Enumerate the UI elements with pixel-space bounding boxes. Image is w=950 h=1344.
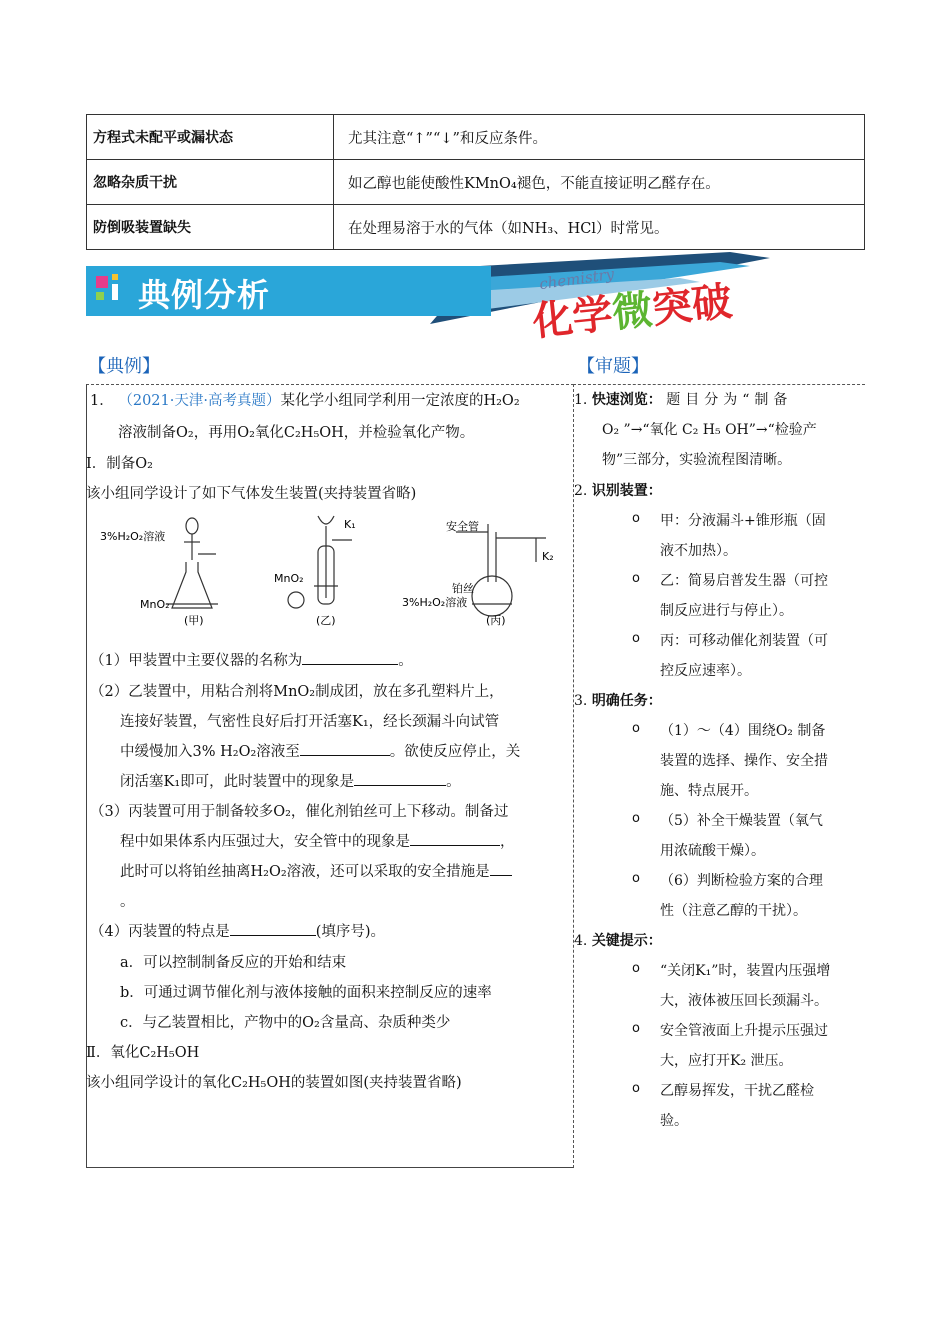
- review-text: 丙：可移动催化剂装置（可: [660, 633, 828, 649]
- logo-part: 突破: [649, 278, 735, 333]
- logo-english: chemistry: [538, 264, 616, 294]
- q3-text: ，: [500, 834, 515, 850]
- table-cell-label: 防倒吸装置缺失: [87, 205, 334, 250]
- review-item-4: [574, 930, 662, 950]
- review-text: 甲：分液漏斗+锥形瓶（固: [660, 513, 826, 529]
- figure-label: 安全管: [446, 520, 479, 533]
- banner-title: 典例分析: [138, 276, 271, 314]
- q4-text: （4）丙装置的特点是: [90, 924, 230, 940]
- figure-label: 3%H₂O₂溶液: [402, 596, 468, 609]
- bullet-icon: o: [632, 571, 640, 586]
- q3-text: 此时可以将铂丝抽离H₂O₂溶液，还可以采取的安全措施是: [120, 864, 490, 880]
- part-title: Ⅱ．氧化C₂H₅OH: [86, 1045, 200, 1061]
- question-source: （2021·天津·高考真题）: [118, 393, 281, 409]
- bullet-icon: o: [632, 631, 640, 646]
- example-header: 【典例】: [88, 356, 160, 377]
- bullet-icon: o: [632, 1081, 640, 1096]
- review-text: 大，液体被压回长颈漏斗。: [660, 993, 828, 1009]
- review-item-3: [574, 690, 662, 710]
- figure-label: MnO₂: [274, 572, 304, 585]
- q2-text: 中缓慢加入3% H₂O₂溶液至: [120, 744, 300, 760]
- question-4: [90, 920, 385, 941]
- review-text: O₂ ”→“氧化 C₂ H₅ OH”→“检验产: [602, 422, 817, 438]
- part-title: Ⅰ．制备O₂: [86, 456, 153, 472]
- item-title: 快速浏览：: [591, 392, 662, 408]
- figure-label: 3%H₂O₂溶液: [100, 530, 166, 543]
- review-header: 【审题】: [577, 356, 649, 377]
- option-c: c．与乙装置相比，产物中的O₂含量高、杂质种类少: [120, 1015, 451, 1031]
- option-a: a．可以控制制备反应的开始和结束: [120, 955, 347, 971]
- review-text: （5）补全干燥装置（氧气: [660, 813, 823, 829]
- question-number: 1．: [90, 393, 114, 409]
- question-1: [90, 649, 413, 670]
- q4-text: (填序号)。: [315, 924, 386, 940]
- figure-caption: (丙): [486, 614, 506, 627]
- item-number: 3.: [574, 693, 588, 709]
- figure-label: 铂丝: [452, 582, 474, 595]
- figure-caption: (乙): [316, 614, 336, 627]
- table-cell-label: 忽略杂质干扰: [87, 160, 334, 205]
- review-text: 装置的选择、操作、安全措: [660, 753, 828, 769]
- table-row: [87, 205, 865, 250]
- question-2-line: [120, 770, 461, 791]
- part-description: 该小组同学设计的氧化C₂H₅OH的装置如图(夹持装置省略): [86, 1075, 462, 1091]
- figure-label: K₁: [344, 518, 356, 531]
- question-line: [90, 389, 520, 410]
- figure-label: MnO₂: [140, 598, 170, 611]
- question-3-line: （3）丙装置可用于制备较多O₂，催化剂铂丝可上下移动。制备过: [90, 804, 509, 820]
- review-text: 大，应打开K₂ 泄压。: [660, 1053, 793, 1069]
- review-text: 液不加热）。: [660, 543, 737, 559]
- review-panel: [573, 384, 865, 385]
- review-text: （6）判断检验方案的合理: [660, 873, 823, 889]
- question-2-line: [120, 740, 520, 761]
- table-row: [87, 115, 865, 160]
- option-b: b．可通过调节催化剂与液体接触的面积来控制反应的速率: [120, 985, 492, 1001]
- answer-blank[interactable]: [410, 831, 500, 846]
- q3-text: 程中如果体系内压强过大，安全管中的现象是: [120, 834, 410, 850]
- bullet-icon: o: [632, 871, 640, 886]
- review-item-2: [574, 480, 662, 500]
- question-text: 溶液制备O₂，再用O₂氧化C₂H₅OH，并检验氧化产物。: [118, 425, 475, 441]
- item-number: 4.: [574, 933, 588, 949]
- review-text: 施、特点展开。: [660, 783, 758, 799]
- question-text: 某化学小组同学利用一定浓度的H₂O₂: [280, 393, 520, 409]
- q2-text: 。: [446, 774, 461, 790]
- review-text: 制反应进行与停止）。: [660, 603, 793, 619]
- item-number: 2.: [574, 483, 588, 499]
- table-cell-label: 方程式未配平或漏状态: [87, 115, 334, 160]
- part-description: 该小组同学设计了如下气体发生装置(夹持装置省略): [86, 486, 417, 502]
- banner-square-icon: [112, 284, 118, 300]
- review-text: 性（注意乙醇的干扰）。: [660, 903, 807, 919]
- section-banner: [86, 266, 491, 316]
- table-cell-desc: 如乙醇也能使酸性KMnO₄褪色，不能直接证明乙醛存在。: [334, 160, 865, 205]
- q2-text: 闭活塞K₁即可，此时装置中的现象是: [120, 774, 355, 790]
- item-title: 明确任务：: [591, 693, 662, 709]
- answer-blank[interactable]: [354, 771, 446, 786]
- item-title: 识别装置：: [591, 483, 662, 499]
- question-2-line: （2）乙装置中，用粘合剂将MnO₂制成团，放在多孔塑料片上，: [90, 684, 504, 700]
- table-row: [87, 160, 865, 205]
- item-text: 题目分为“制备: [666, 392, 793, 408]
- review-text: （1）～（4）围绕O₂ 制备: [660, 723, 826, 739]
- question-3-line: [120, 830, 515, 851]
- review-text: 验。: [660, 1113, 688, 1129]
- banner-square-icon: [112, 274, 118, 280]
- bullet-icon: o: [632, 961, 640, 976]
- item-title: 关键提示：: [591, 933, 662, 949]
- answer-blank[interactable]: [302, 650, 398, 665]
- banner-square-icon: [96, 292, 104, 300]
- answer-blank[interactable]: [230, 921, 316, 936]
- review-text: 乙：简易启普发生器（可控: [660, 573, 828, 589]
- figure-caption: (甲): [184, 614, 204, 627]
- answer-blank[interactable]: [490, 861, 512, 876]
- review-text: 乙醇易挥发，干扰乙醛检: [660, 1083, 814, 1099]
- item-number: 1.: [574, 392, 588, 408]
- figure-label: K₂: [542, 550, 554, 563]
- question-3-line: [120, 860, 512, 881]
- logo-part: 化学: [530, 291, 615, 346]
- review-text: “关闭K₁”时，装置内压强增: [660, 963, 831, 979]
- question-3-line: 。: [120, 894, 135, 910]
- question-2-line: 连接好装置，气密性良好后打开活塞K₁，经长颈漏斗向试管: [120, 714, 500, 730]
- bullet-icon: o: [632, 1021, 640, 1036]
- review-text: 安全管液面上升提示压强过: [660, 1023, 828, 1039]
- apparatus-figure: [96, 512, 560, 632]
- table-cell-desc: 在处理易溶于水的气体（如NH₃、HCl）时常见。: [334, 205, 865, 250]
- review-text: 控反应速率）。: [660, 663, 751, 679]
- review-item-1: [574, 389, 792, 409]
- banner-square-icon: [96, 276, 108, 288]
- review-text: 物”三部分，实验流程图清晰。: [602, 452, 792, 468]
- answer-blank[interactable]: [300, 741, 390, 756]
- bullet-icon: o: [632, 721, 640, 736]
- review-text: 用浓硫酸干燥）。: [660, 843, 765, 859]
- q1-text: （1）甲装置中主要仪器的名称为: [90, 653, 303, 669]
- bullet-icon: o: [632, 811, 640, 826]
- mistakes-table: [86, 114, 865, 250]
- table-cell-desc: 尤其注意“↑”“↓”和反应条件。: [334, 115, 865, 160]
- q1-end: 。: [398, 653, 413, 669]
- bullet-icon: o: [632, 511, 640, 526]
- logo-part: 微: [610, 287, 655, 337]
- q2-text: 。欲使反应停止，关: [389, 744, 521, 760]
